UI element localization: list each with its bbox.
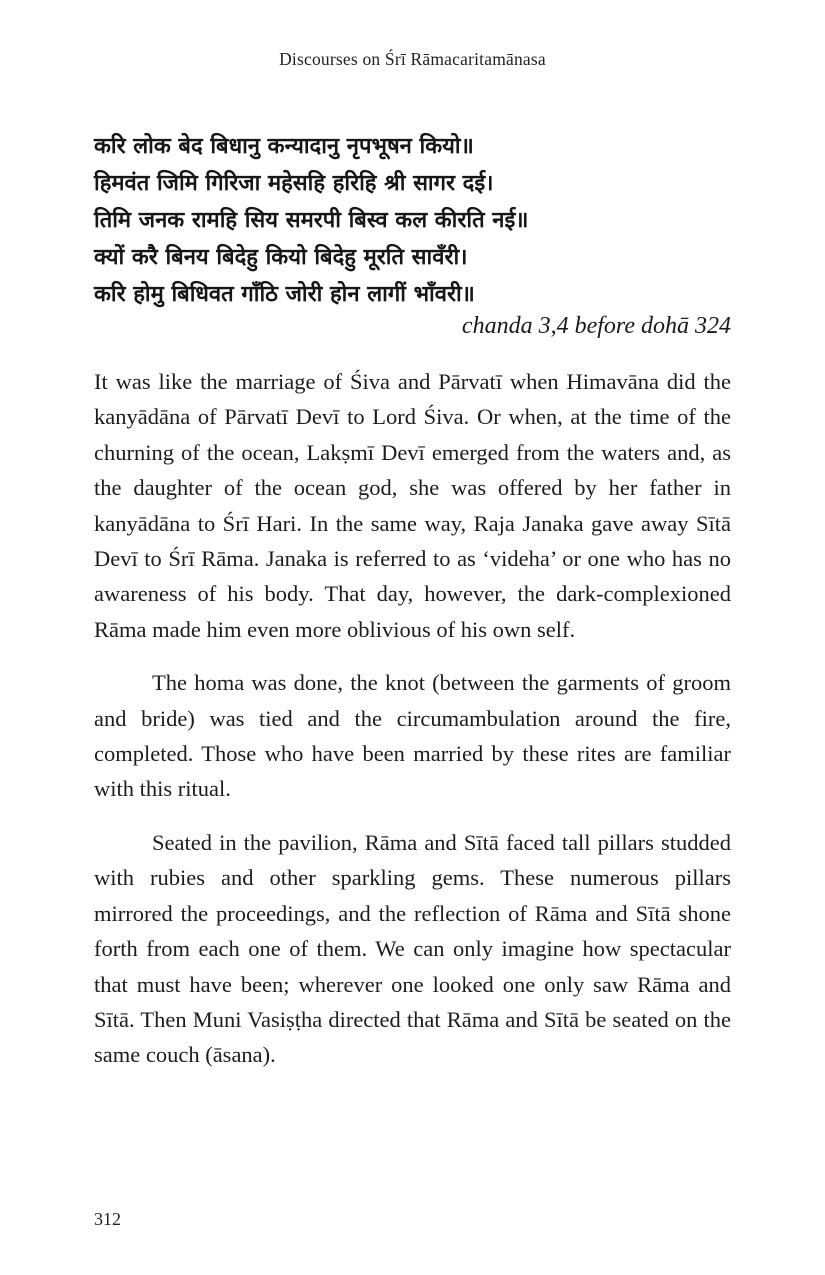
paragraph-3: Seated in the pavilion, Rāma and Sītā faced tall pillars studded with rubies and other sparkling gems. These numerous pillars mirrored the proceedings, and the reflection of Rāma and Sītā shone forth from each one of them. We can only imagine how spectacular that must have been; wherever one looked one only saw Rāma and Sītā. Then Muni Vasiṣṭha directed that Rāma and Sītā be seated on the same couch (āsana). [94, 829, 731, 1068]
verse-line: करि लोक बेद बिधानु कन्यादानु नृपभूषन कियो॥ [94, 134, 474, 159]
body-text [94, 364, 731, 1073]
paragraph-1: It was like the marriage of Śiva and Pārvatī when Himavāna did the kanyādāna of Pārvatī Devī to Lord Śiva. Or when, at the time of the churning of the ocean, Lakṣmī Devī emerged from the waters and, as the daughter of the ocean god, she was offered by her father in kanyādāna to Śrī Hari. In the same way, Raja Janaka gave away Sītā Devī to Śrī Rāma. Janaka is referred to as ‘videha’ or one who has no awareness of his body. That day, however, the dark-complexioned Rāma made him even more oblivious of his own self. [94, 369, 731, 642]
verse-line: क्यों करै बिनय बिदेहु कियो बिदेहु मूरति सावँरी। [94, 245, 468, 270]
verse-line: करि होमु बिधिवत गाँठि जोरी होन लागीं भाँवरी॥ [94, 282, 475, 307]
verse-line: हिमवंत जिमि गिरिजा महेसहि हरिहि श्री सागर दई। [94, 171, 494, 196]
verse-line: तिमि जनक रामहि सिय समरपी बिस्व कल कीरति नई॥ [94, 208, 529, 233]
running-header: Discourses on Śrī Rāmacaritamānasa [279, 49, 546, 69]
verse-citation: chanda 3,4 before dohā 324 [461, 313, 731, 339]
verse-block [94, 128, 734, 341]
paragraph-2: The homa was done, the knot (between the garments of groom and bride) was tied and the circumambulation around the fire, completed. Those who have been married by these rites are familiar with this ritual. [94, 670, 731, 802]
page-number: 312 [94, 1209, 121, 1229]
